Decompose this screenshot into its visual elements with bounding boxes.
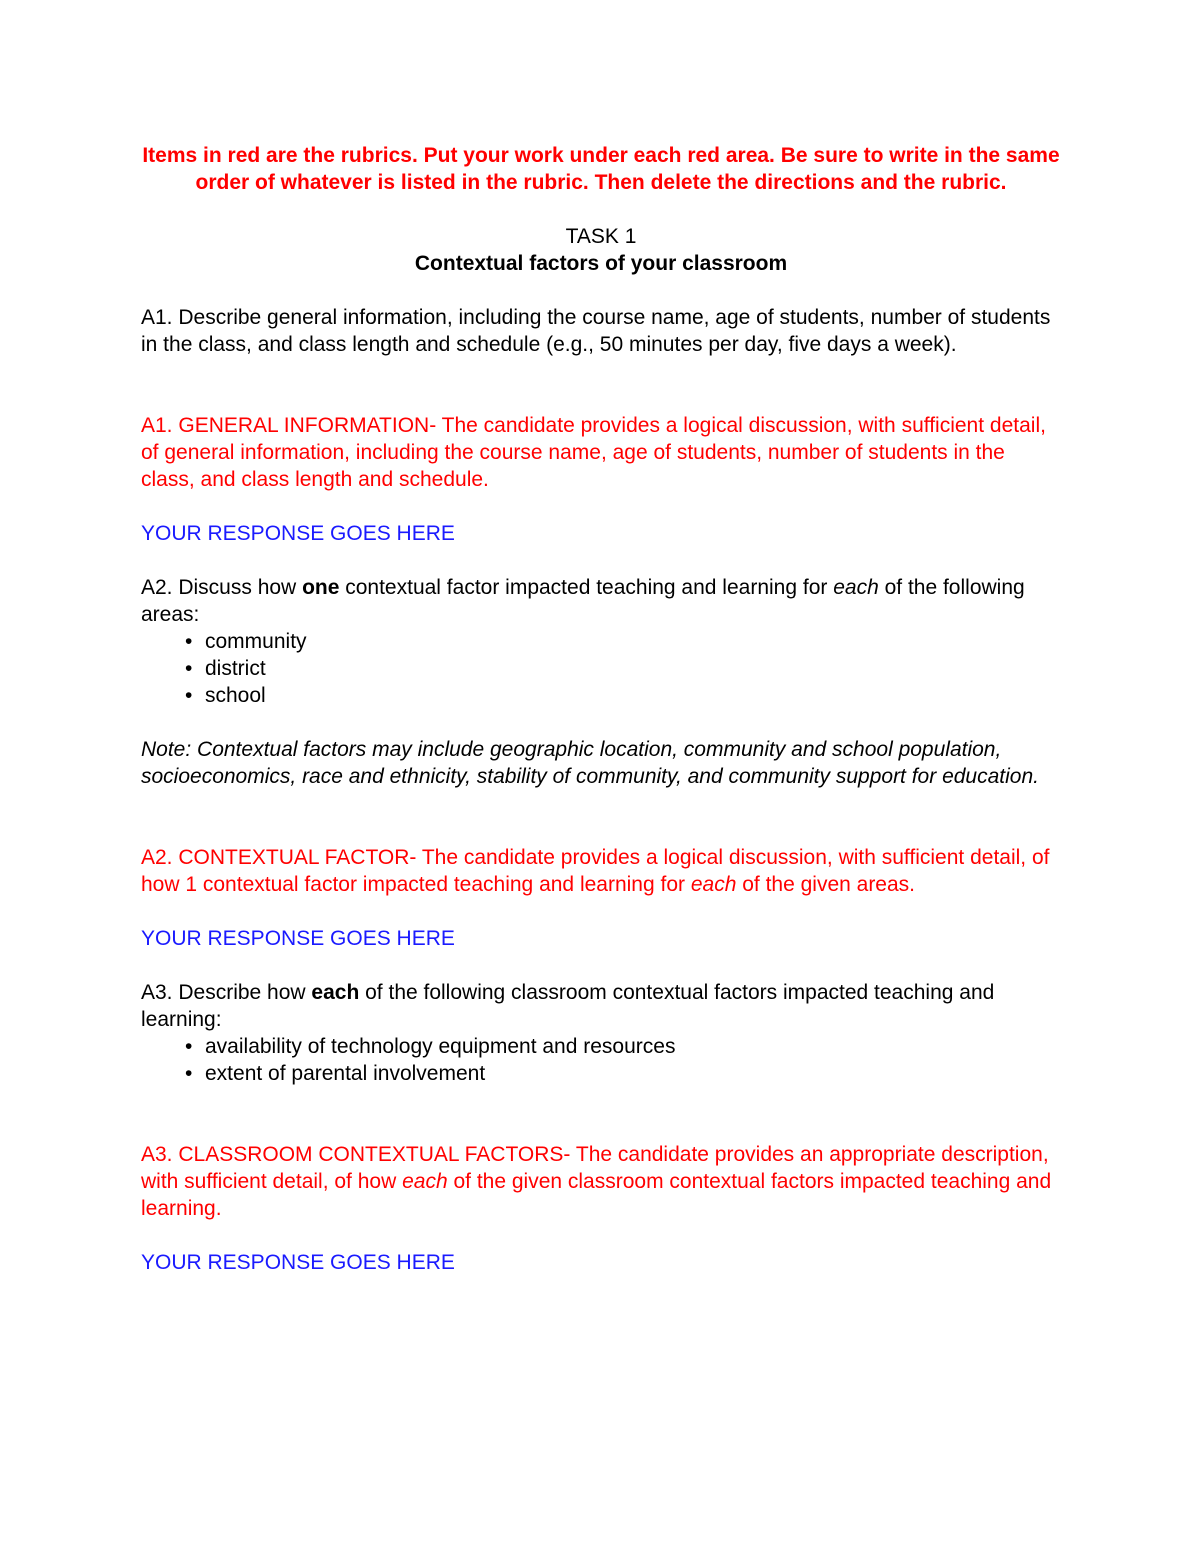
a1-rubric: A1. GENERAL INFORMATION- The candidate provides a logical discussion, with sufficient detail, of general information, including the course name, age of students, number of students in the class, and class length and schedule. (141, 414, 1046, 491)
intro-instructions: Items in red are the rubrics. Put your work under each red area. Be sure to write in the same order of whatever is listed in the rubric. Then delete the directions and the rubric. (142, 144, 1060, 194)
a3-prompt-start: A3. Describe how (141, 981, 312, 1004)
bullet-icon: • (185, 630, 193, 653)
bullet-icon: • (185, 1035, 193, 1058)
a2-prompt-start: A2. Discuss how (141, 576, 303, 599)
a1-prompt: A1. Describe general information, including the course name, age of students, number of students in the class, and class length and schedule (e.g., 50 minutes per day, five days a week). (141, 306, 1051, 356)
bullet-icon: • (185, 1062, 193, 1085)
a3-rubric-start: A3. CLASSROOM CONTEXTUAL FACTORS- The candidate provides an appropriate description, with sufficient detail, of how (141, 1143, 1049, 1193)
a3-rubric-end: of the given classroom contextual factors impacted teaching and learning. (141, 1170, 1052, 1220)
list-item-text: school (205, 684, 266, 707)
a3-prompt (141, 979, 1061, 1033)
bullet-icon: • (185, 657, 193, 680)
list-item-text: extent of parental involvement (205, 1062, 486, 1085)
list-item-text: community (205, 630, 307, 653)
a2-bullet-list (141, 628, 1061, 709)
list-item (185, 655, 1061, 682)
list-item-text: availability of technology equipment and resources (205, 1035, 676, 1058)
list-item (185, 682, 1061, 709)
a3-prompt-emphasis: each (311, 981, 360, 1004)
a2-rubric (141, 844, 1061, 898)
bullet-icon: • (185, 684, 193, 707)
task-heading (141, 223, 1061, 277)
list-item (185, 1060, 1061, 1087)
a2-prompt-middle: contextual factor impacted teaching and learning for (339, 576, 834, 599)
a3-rubric (141, 1141, 1061, 1222)
list-item (185, 628, 1061, 655)
a2-rubric-each: each (690, 873, 737, 896)
list-item (185, 1033, 1061, 1060)
document-body (141, 142, 1061, 1276)
task-number: TASK 1 (565, 225, 637, 248)
a2-rubric-start: A2. CONTEXTUAL FACTOR- The candidate provides a logical discussion, with sufficient detail, of how 1 contextual factor impacted teaching and learning for (141, 846, 1050, 896)
a3-rubric-each: each (402, 1170, 448, 1193)
a3-response-placeholder[interactable]: YOUR RESPONSE GOES HERE (141, 1251, 455, 1274)
a3-bullet-list (141, 1033, 1061, 1087)
a1-response-placeholder[interactable]: YOUR RESPONSE GOES HERE (141, 522, 455, 545)
task-title: Contextual factors of your classroom (414, 252, 788, 275)
a2-prompt-each: each (833, 576, 879, 599)
a3-prompt-end: of the following classroom contextual factors impacted teaching and learning: (141, 981, 995, 1031)
list-item-text: district (205, 657, 266, 680)
a2-response-placeholder[interactable]: YOUR RESPONSE GOES HERE (141, 927, 455, 950)
a2-prompt (141, 574, 1061, 628)
a2-note: Note: Contextual factors may include geographic location, community and school population, socioeconomics, race and ethnicity, stability of community, and community support for education. (141, 738, 1039, 788)
a2-rubric-end: of the given areas. (736, 873, 916, 896)
a2-prompt-end: of the following areas: (141, 576, 1025, 626)
a2-prompt-emphasis: one (302, 576, 340, 599)
